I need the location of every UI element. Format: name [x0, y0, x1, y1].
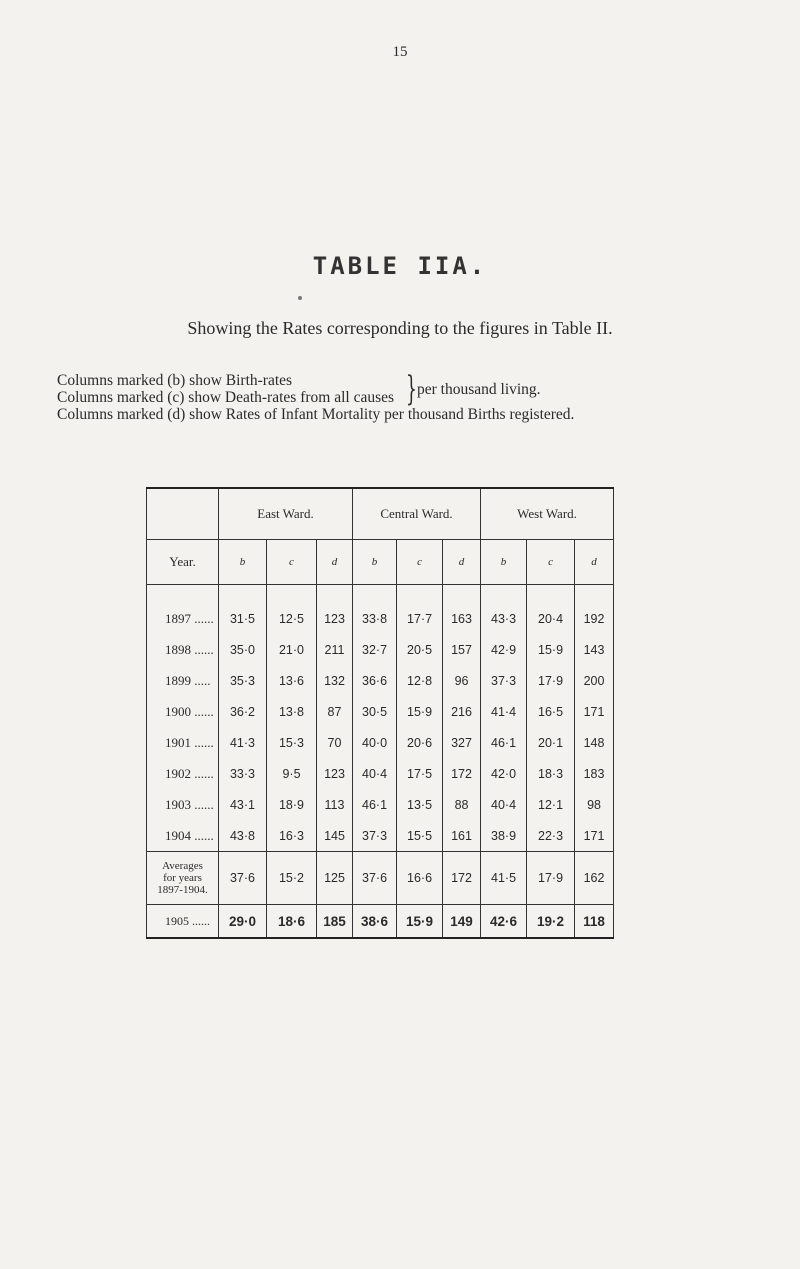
table-cell: 36·2	[219, 696, 267, 727]
table-cell: 37·3	[353, 820, 397, 852]
table-subtitle: Showing the Rates corresponding to the figures in Table II.	[187, 318, 613, 338]
table-cell: 42·0	[481, 758, 527, 789]
table-cell: 98	[575, 789, 614, 820]
table-cell: 32·7	[353, 634, 397, 665]
table-cell: 12·5	[267, 585, 317, 635]
table-cell: 18·9	[267, 789, 317, 820]
table-cell: 17·5	[397, 758, 443, 789]
table-body	[147, 585, 614, 939]
table-cell: 145	[317, 820, 353, 852]
year-cell: 1903 ......	[147, 789, 219, 820]
table-cell: 211	[317, 634, 353, 665]
table-row	[147, 727, 614, 758]
table-cell: 46·1	[481, 727, 527, 758]
sub-header-d: d	[317, 540, 353, 585]
ward-header-row	[147, 488, 614, 540]
rate-notes-group	[57, 369, 797, 409]
table-row	[147, 696, 614, 727]
sub-header-b: b	[353, 540, 397, 585]
table-cell: 185	[317, 905, 353, 939]
table-cell: 157	[443, 634, 481, 665]
table-row	[147, 585, 614, 635]
table-cell: 18·6	[267, 905, 317, 939]
table-cell: 13·5	[397, 789, 443, 820]
table-cell: 15·2	[267, 852, 317, 905]
table-cell: 148	[575, 727, 614, 758]
ink-dot	[298, 296, 302, 300]
averages-row	[147, 852, 614, 905]
table-cell: 36·6	[353, 665, 397, 696]
column-notes	[57, 369, 797, 423]
table-cell: 70	[317, 727, 353, 758]
table-cell: 33·3	[219, 758, 267, 789]
table-cell: 149	[443, 905, 481, 939]
averages-label	[147, 852, 219, 905]
table-cell: 15·9	[527, 634, 575, 665]
table-cell: 31·5	[219, 585, 267, 635]
table-cell: 15·9	[397, 696, 443, 727]
table-cell: 163	[443, 585, 481, 635]
note-per-thousand: per thousand living.	[417, 381, 541, 398]
year-cell: 1901 ......	[147, 727, 219, 758]
table-cell: 29·0	[219, 905, 267, 939]
page-number: 15	[392, 44, 408, 60]
table-cell: 43·8	[219, 820, 267, 852]
sub-header-d: d	[443, 540, 481, 585]
sub-header-c: c	[267, 540, 317, 585]
table-row	[147, 820, 614, 852]
table-cell: 9·5	[267, 758, 317, 789]
table-row	[147, 758, 614, 789]
table-cell: 171	[575, 820, 614, 852]
year-cell: 1899 .....	[147, 665, 219, 696]
table-cell: 22·3	[527, 820, 575, 852]
table-cell: 125	[317, 852, 353, 905]
table-cell: 162	[575, 852, 614, 905]
table-cell: 20·1	[527, 727, 575, 758]
table-cell: 40·4	[353, 758, 397, 789]
table-cell: 88	[443, 789, 481, 820]
rates-table	[146, 487, 614, 939]
table-cell: 143	[575, 634, 614, 665]
table-cell: 41·5	[481, 852, 527, 905]
table-cell: 42·6	[481, 905, 527, 939]
sub-header-c: c	[397, 540, 443, 585]
note-birth-rates: Columns marked (b) show Birth-rates	[57, 372, 293, 389]
table-cell: 37·6	[353, 852, 397, 905]
year-header: Year.	[147, 540, 219, 585]
table-cell: 42·9	[481, 634, 527, 665]
corner-cell	[147, 488, 219, 540]
table-cell: 21·0	[267, 634, 317, 665]
row-1905	[147, 905, 614, 939]
table-row	[147, 789, 614, 820]
table-cell: 43·3	[481, 585, 527, 635]
brace-icon: }	[406, 369, 417, 409]
year-cell: 1902 ......	[147, 758, 219, 789]
table-cell: 35·3	[219, 665, 267, 696]
table-cell: 183	[575, 758, 614, 789]
table-cell: 87	[317, 696, 353, 727]
averages-label-line: for years	[163, 872, 202, 884]
table-cell: 43·1	[219, 789, 267, 820]
table-cell: 13·8	[267, 696, 317, 727]
ward-header-west: West Ward.	[481, 488, 614, 540]
table-cell: 96	[443, 665, 481, 696]
year-cell: 1897 ......	[147, 585, 219, 635]
table-cell: 192	[575, 585, 614, 635]
table-cell: 171	[575, 696, 614, 727]
table-cell: 16·6	[397, 852, 443, 905]
table-cell: 20·5	[397, 634, 443, 665]
table-cell: 20·4	[527, 585, 575, 635]
note-death-rates: Columns marked (c) show Death-rates from all causes	[57, 389, 395, 406]
table-cell: 41·4	[481, 696, 527, 727]
table-cell: 18·3	[527, 758, 575, 789]
table-cell: 15·9	[397, 905, 443, 939]
table-cell: 13·6	[267, 665, 317, 696]
sub-header-b: b	[219, 540, 267, 585]
table-cell: 216	[443, 696, 481, 727]
table-cell: 17·9	[527, 665, 575, 696]
sub-header-row	[147, 540, 614, 585]
table-cell: 17·9	[527, 852, 575, 905]
table-cell: 123	[317, 758, 353, 789]
table-cell: 16·3	[267, 820, 317, 852]
table-cell: 37·6	[219, 852, 267, 905]
table-cell: 41·3	[219, 727, 267, 758]
table-cell: 16·5	[527, 696, 575, 727]
table-cell: 20·6	[397, 727, 443, 758]
table-cell: 172	[443, 758, 481, 789]
table-cell: 12·1	[527, 789, 575, 820]
rates-table-wrapper	[146, 487, 613, 939]
ward-header-central: Central Ward.	[353, 488, 481, 540]
averages-label-line: 1897-1904.	[157, 884, 208, 896]
table-cell: 12·8	[397, 665, 443, 696]
year-cell: 1905 ......	[147, 905, 219, 939]
table-cell: 19·2	[527, 905, 575, 939]
table-cell: 38·6	[353, 905, 397, 939]
averages-label-line: Averages	[162, 860, 203, 872]
year-cell: 1904 ......	[147, 820, 219, 852]
table-cell: 37·3	[481, 665, 527, 696]
sub-header-c: c	[527, 540, 575, 585]
table-cell: 38·9	[481, 820, 527, 852]
year-cell: 1898 ......	[147, 634, 219, 665]
table-row	[147, 665, 614, 696]
table-cell: 40·0	[353, 727, 397, 758]
table-cell: 123	[317, 585, 353, 635]
note-infant-mortality: Columns marked (d) show Rates of Infant Mortality per thousand Births registered.	[57, 406, 575, 423]
table-cell: 327	[443, 727, 481, 758]
table-row	[147, 634, 614, 665]
sub-header-d: d	[575, 540, 614, 585]
table-cell: 35·0	[219, 634, 267, 665]
table-cell: 161	[443, 820, 481, 852]
table-cell: 118	[575, 905, 614, 939]
year-cell: 1900 ......	[147, 696, 219, 727]
table-cell: 172	[443, 852, 481, 905]
table-cell: 200	[575, 665, 614, 696]
table-cell: 15·5	[397, 820, 443, 852]
table-cell: 46·1	[353, 789, 397, 820]
table-cell: 33·8	[353, 585, 397, 635]
sub-header-b: b	[481, 540, 527, 585]
table-cell: 132	[317, 665, 353, 696]
table-cell: 40·4	[481, 789, 527, 820]
table-cell: 30·5	[353, 696, 397, 727]
ward-header-east: East Ward.	[219, 488, 353, 540]
table-title: TABLE IIA.	[312, 252, 488, 280]
table-cell: 113	[317, 789, 353, 820]
table-cell: 17·7	[397, 585, 443, 635]
table-cell: 15·3	[267, 727, 317, 758]
